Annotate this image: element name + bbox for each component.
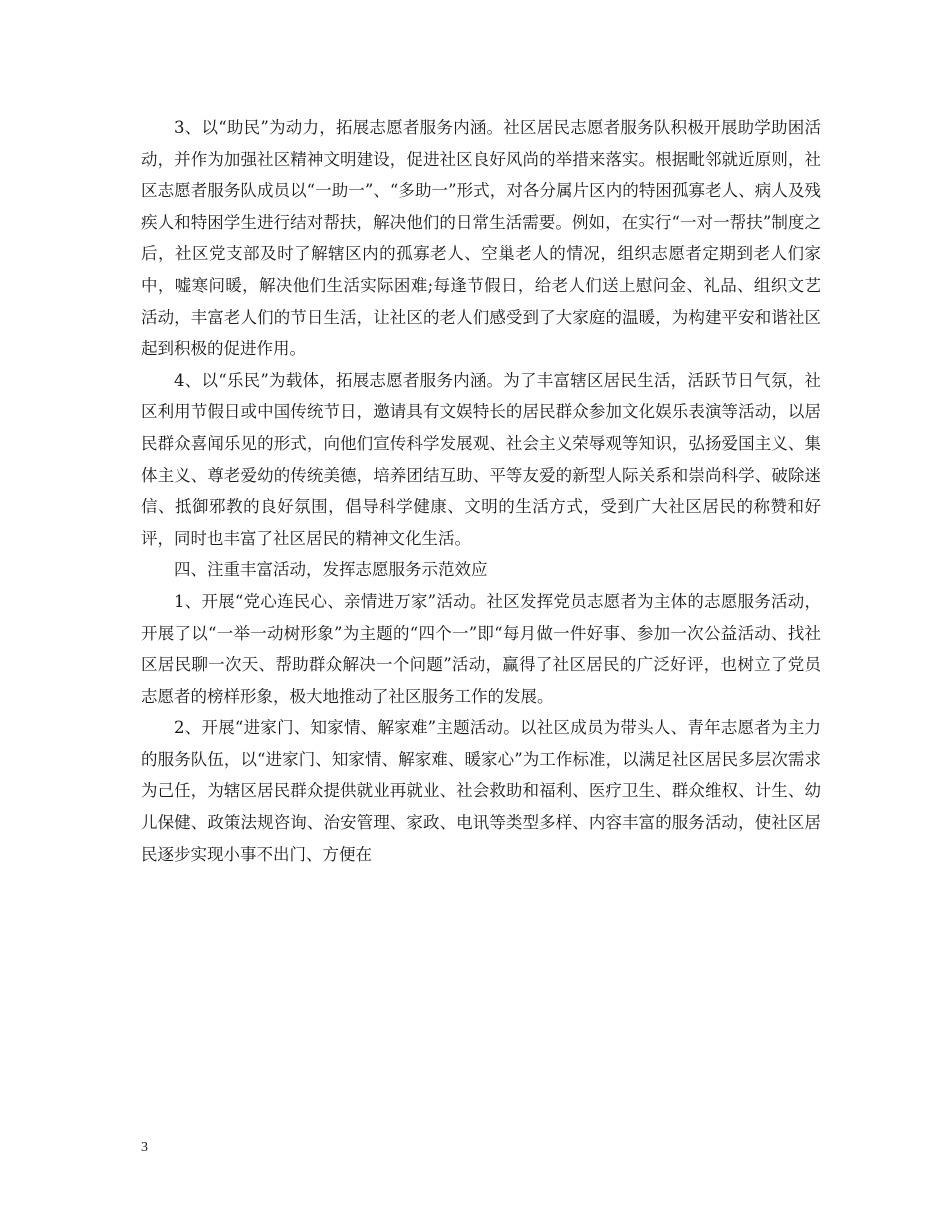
paragraph-lemin: 4、以“乐民”为载体，拓展志愿者服务内涵。为了丰富辖区居民生活，活跃节日气氛，社区利用节假日或中国传统节日，邀请具有文娱特长的居民群众参加文化娱乐表演等活动，以居民群众喜闻乐见的形式，向他们宣传科学发展观、社会主义荣辱观等知识，弘扬爱国主义、集体主义、尊老爱幼的传统美德，培养团结互助、平等友爱的新型人际关系和崇尚科学、破除迷信、抵御邪教的良好氛围，倡导科学健康、文明的生活方式，受到广大社区居民的称赞和好评，同时也丰富了社区居民的精神文化生活。 xyxy=(141,370,821,548)
document-body xyxy=(141,112,821,870)
page-number: 3 xyxy=(141,1140,148,1155)
paragraph-dangxin: 1、开展“党心连民心、亲情进万家”活动。社区发挥党员志愿者为主体的志愿服务活动，开展了以“一举一动树形象”为主题的“四个一”即“每月做一件好事、参加一次公益活动、找社区居民聊一次天、帮助群众解决一个问题”活动，赢得了社区居民的广泛好评，也树立了党员志愿者的榜样形象，极大地推动了社区服务工作的发展。 xyxy=(141,591,821,706)
section-heading-4: 四、注重丰富活动，发挥志愿服务示范效应 xyxy=(174,560,488,580)
paragraph-jinjiamen: 2、开展“进家门、知家情、解家难”主题活动。以社区成员为带头人、青年志愿者为主力的服务队伍，以“进家门、知家情、解家难、暖家心”为工作标准，以满足社区居民多层次需求为己任，为辖区居民群众提供就业再就业、社会救助和福利、医疗卫生、群众维权、计生、幼儿保健、政策法规咨询、治安管理、家政、电讯等类型多样、内容丰富的服务活动，使社区居民逐步实现小事不出门、方便在 xyxy=(141,718,821,864)
paragraph-zhumin: 3、以“助民”为动力，拓展志愿者服务内涵。社区居民志愿者服务队积极开展助学助困活动，并作为加强社区精神文明建设，促进社区良好风尚的举措来落实。根据毗邻就近原则，社区志愿者服务队成员以“一助一”、“多助一”形式，对各分属片区内的特困孤寡老人、病人及残疾人和特困学生进行结对帮扶，解决他们的日常生活需要。例如，在实行“一对一帮扶”制度之后，社区党支部及时了解辖区内的孤寡老人、空巢老人的情况，组织志愿者定期到老人们家中，嘘寒问暖，解决他们生活实际困难;每逢节假日，给老人们送上慰问金、礼品、组织文艺活动，丰富老人们的节日生活，让社区的老人们感受到了大家庭的温暖，为构建平安和谐社区起到积极的促进作用。 xyxy=(141,118,821,359)
